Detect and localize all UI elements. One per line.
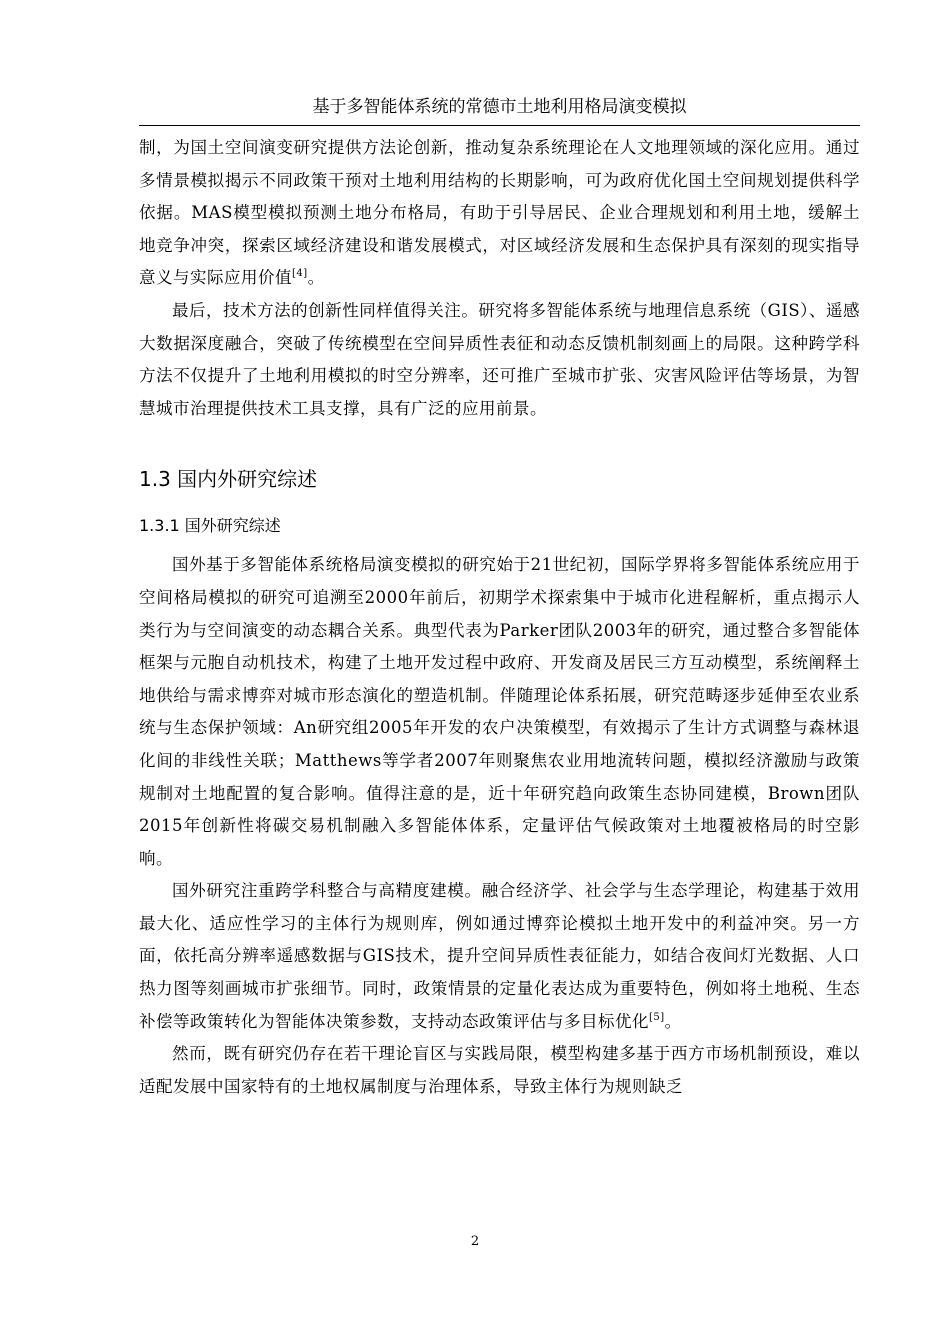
paragraph-end: 。 xyxy=(664,1011,682,1031)
paragraph-foreign-history: 国外基于多智能体系统格局演变模拟的研究始于21世纪初，国际学界将多智能体系统应用于空间格局模拟的研究可追溯至2000年前后，初期学术探索集中于城市化进程解析，重点揭示人类行为与空间演变的动态耦合关系。典型代表为Parker团队2003年的研究，通过整合多智能体框架与元胞自动机技术，构建了土地开发过程中政府、开发商及居民三方互动模型，系统阐释土地供给与需求博弈对城市形态演化的塑造机制。伴随理论体系拓展，研究范畴逐步延伸至农业系统与生态保护领域：An研究组2005年开发的农户决策模型，有效揭示了生计方式调整与森林退化间的非线性关联；Matthews等学者2007年则聚焦农业用地流转问题，模拟经济激励与政策规制对土地配置的复合影响。值得注意的是，近十年研究趋向政策生态协同建模，Brown团队2015年创新性将碳交易机制融入多智能体体系，定量评估气候政策对土地覆被格局的时空影响。 xyxy=(139,555,860,868)
paragraph-text: 制，为国土空间演变研究提供方法论创新，推动复杂系统理论在人文地理领域的深化应用。通过多情景模拟揭示不同政策干预对土地利用结构的长期影响，可为政府优化国土空间规划提供科学依据。MAS模型模拟预测土地分布格局，有助于引导居民、企业合理规划和利用土地，缓解土地竞争冲突，探索区域经济建设和谐发展模式，对区域经济发展和生态保护具有深刻的现实指导意义与实际应用价值 xyxy=(139,138,860,288)
page-content xyxy=(139,132,860,1103)
page-number: 2 xyxy=(470,1234,480,1249)
paragraph-continuation xyxy=(139,132,860,295)
paragraph-foreign-features xyxy=(139,875,860,1038)
header-rule xyxy=(139,125,860,126)
citation-ref: [4] xyxy=(292,268,308,280)
paragraph-text: 国外研究注重跨学科整合与高精度建模。融合经济学、社会学与生态学理论，构建基于效用最大化、适应性学习的主体行为规则库，例如通过博弈论模拟土地开发中的利益冲突。另一方面，依托高分辨率遥感数据与GIS技术，提升空间异质性表征能力，如结合夜间灯光数据、人口热力图等刻画城市扩张细节。同时，政策情景的定量化表达成为重要特色，例如将土地税、生态补偿等政策转化为智能体决策参数，支持动态政策评估与多目标优化 xyxy=(139,881,860,1031)
subsection-heading: 1.3.1 国外研究综述 xyxy=(139,516,281,536)
paragraph-end: 。 xyxy=(307,268,325,288)
citation-ref: [5] xyxy=(649,1011,665,1023)
running-header: 基于多智能体系统的常德市土地利用格局演变模拟 xyxy=(312,97,687,117)
paragraph-limitations: 然而，既有研究仍存在若干理论盲区与实践局限，模型构建多基于西方市场机制预设，难以适配发展中国家特有的土地权属制度与治理体系，导致主体行为规则缺乏 xyxy=(139,1044,860,1096)
section-heading: 1.3 国内外研究综述 xyxy=(139,467,318,492)
paragraph-methods: 最后，技术方法的创新性同样值得关注。研究将多智能体系统与地理信息系统（GIS）、遥感大数据深度融合，突破了传统模型在空间异质性表征和动态反馈机制刻画上的局限。这种跨学科方法不仅提升了土地利用模拟的时空分辨率，还可推广至城市扩张、灾害风险评估等场景，为智慧城市治理提供技术工具支撑，具有广泛的应用前景。 xyxy=(139,300,860,418)
